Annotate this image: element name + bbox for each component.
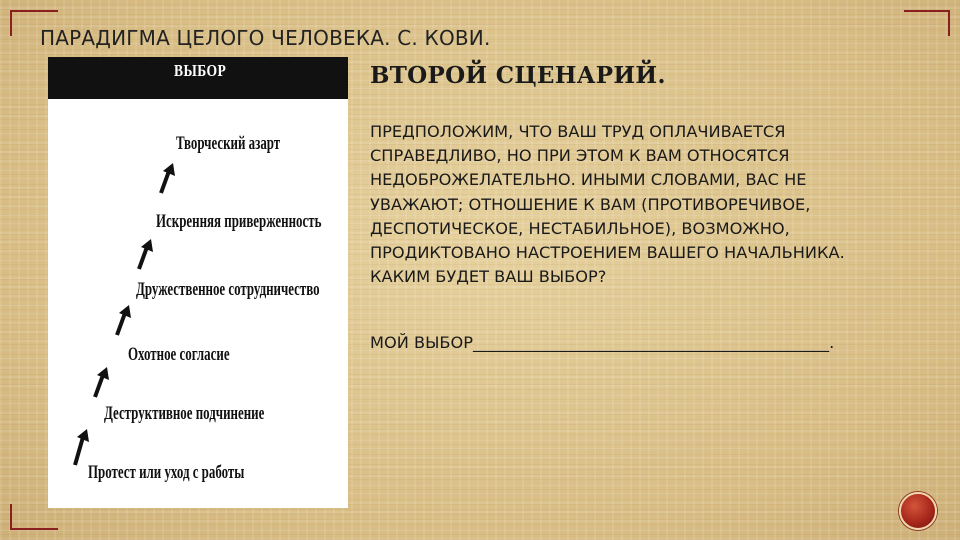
my-choice-line: МОЙ ВЫБОР____________________________________________. (370, 333, 835, 352)
slide-top-title: ПАРАДИГМА ЦЕЛОГО ЧЕЛОВЕКА. С. КОВИ. (40, 26, 491, 50)
corner-frame-left-top (10, 10, 12, 36)
up-arrow-icon (136, 237, 156, 271)
corner-frame-right-top (948, 10, 950, 36)
up-arrow-icon (72, 427, 92, 467)
ladder-step: Протест или уход с работы (88, 462, 245, 483)
corner-frame-left-bottom (10, 504, 12, 530)
corner-frame-top-left (10, 10, 58, 12)
scenario-body-text: ПРЕДПОЛОЖИМ, ЧТО ВАШ ТРУД ОПЛАЧИВАЕТСЯ СПРАВЕДЛИВО, НО ПРИ ЭТОМ К ВАМ ОТНОСЯТСЯ НЕДОБРОЖЕЛАТЕЛЬНО. ИНЫМИ СЛОВАМИ, ВАС НЕ УВАЖАЮТ; ОТНОШЕНИЕ К ВАМ (ПРОТИВОРЕЧИВОЕ, ДЕСПОТИЧЕСКОЕ, НЕСТАБИЛЬНОЕ), ВОЗМОЖНО, ПРОДИКТОВАНО НАСТРОЕНИЕМ ВАШЕГО НАЧАЛЬНИКА. КАКИМ БУДЕТ ВАШ ВЫБОР? (370, 122, 845, 287)
corner-frame-top-right (904, 10, 950, 12)
ladder-step: Искренняя приверженность (156, 211, 322, 232)
ladder-header-bar (48, 57, 348, 99)
ladder-step: Творческий азарт (176, 133, 281, 154)
ladder-step: Деструктивное подчинение (104, 403, 265, 424)
up-arrow-icon (92, 365, 112, 399)
ladder-step: Охотное согласие (128, 344, 230, 365)
nav-button-icon[interactable] (899, 492, 937, 530)
scenario-heading: ВТОРОЙ СЦЕНАРИЙ. (370, 62, 666, 89)
ladder-step: Дружественное сотрудничество (136, 279, 320, 300)
corner-frame-bottom-left (10, 528, 58, 530)
ladder-header: ВЫБОР (174, 61, 227, 80)
up-arrow-icon (114, 303, 134, 337)
choice-ladder-image (48, 57, 348, 508)
up-arrow-icon (158, 161, 178, 195)
